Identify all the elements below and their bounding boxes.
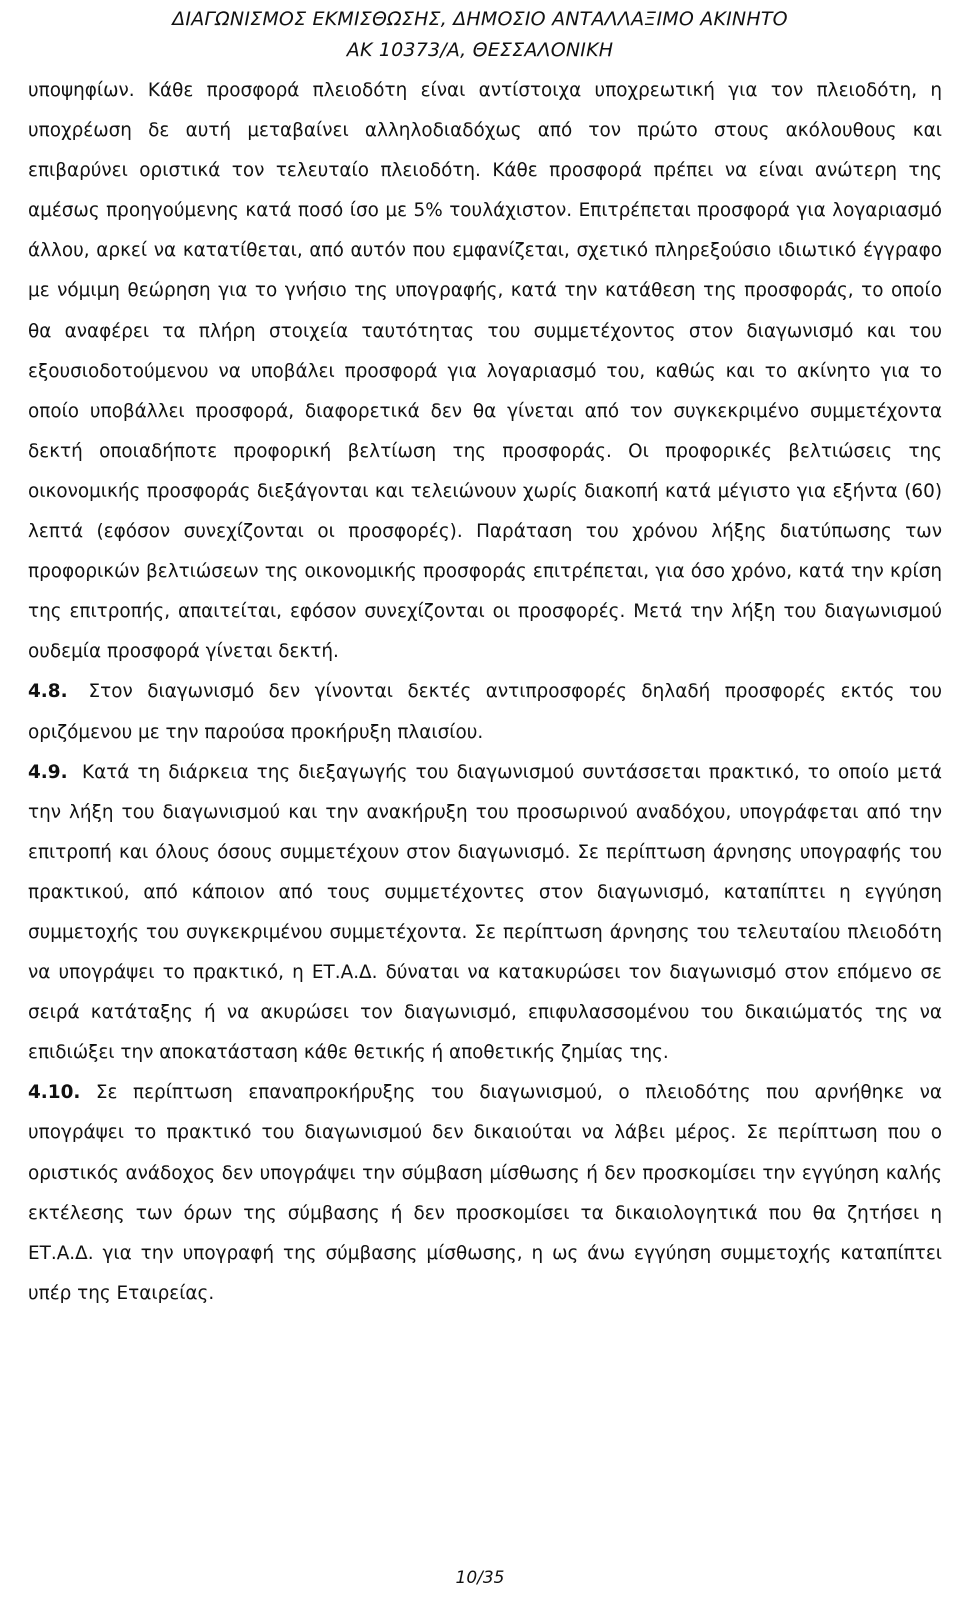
section-number: 4.9. [28, 761, 68, 783]
section-number: 4.8. [28, 681, 68, 703]
section-4-8 [28, 672, 942, 752]
section-number: 4.10. [28, 1082, 81, 1104]
document-body [28, 71, 942, 1314]
section-4-10 [28, 1073, 942, 1314]
section-4-9 [28, 753, 942, 1074]
paragraph-continuation: υποψηφίων. Κάθε προσφορά πλειοδότη είναι αντίστοιχα υποχρεωτική για τον πλειοδότη, η υποχρέωση δε αυτή μεταβαίνει αλληλοδιαδόχως από τον πρώτο στους ακόλουθους και επιβαρύνει οριστικά τον τελευταίο πλειοδότη. Κάθε προσφορά πρέπει να είναι ανώτερη της αμέσως προηγούμενης κατά ποσό ίσο με 5% τουλάχιστον. Επιτρέπεται προσφορά για λογαριασμό άλλου, αρκεί να κατατίθεται, από αυτόν που εμφανίζεται, σχετικό πληρεξούσιο ιδιωτικό έγγραφο με νόμιμη θεώρηση για το γνήσιο της υπογραφής, κατά την κατάθεση της προσφοράς, το οποίο θα αναφέρει τα πλήρη στοιχεία ταυτότητας του συμμετέχοντος στον διαγωνισμό και του εξουσιοδοτούμενου να υποβάλει προσφορά για λογαριασμό του, καθώς και το ακίνητο για το οποίο υποβάλλει προσφορά, διαφορετικά δεν θα γίνεται από τον συγκεκριμένο συμμετέχοντα δεκτή οποιαδήποτε προφορική βελτίωση της προσφοράς. Οι προφορικές βελτιώσεις της οικονομικής προσφοράς διεξάγονται και τελειώνουν χωρίς διακοπή κατά μέγιστο για εξήντα (60) λεπτά (εφόσον συνεχίζονται οι προσφορές). Παράταση του χρόνου λήξης διατύπωσης των προφορικών βελτιώσεων της οικονομικής προσφοράς επιτρέπεται, για όσο χρόνο, κατά την κρίση της επιτροπής, απαιτείται, εφόσον συνεχίζονται οι προσφορές. Μετά την λήξη του διαγωνισμού ουδεμία προσφορά γίνεται δεκτή. [28, 80, 942, 663]
header-subtitle: ΑΚ 10373/Α, ΘΕΣΣΑΛΟΝΙΚΗ [346, 39, 614, 61]
page-header [0, 4, 960, 66]
section-text: Σε περίπτωση επαναπροκήρυξης του διαγωνισμού, ο πλειοδότης που αρνήθηκε να υπογράψει το πρακτικό του διαγωνισμού δεν δικαιούται να λάβει μέρος. Σε περίπτωση που ο οριστικός ανάδοχος δεν υπογράψει την σύμβαση μίσθωσης ή δεν προσκομίσει την εγγύηση καλής εκτέλεσης των όρων της σύμβασης ή δεν προσκομίσει τα δικαιολογητικά που θα ζητήσει η ΕΤ.Α.Δ. για την υπογραφή της σύμβασης μίσθωσης, η ως άνω εγγύηση συμμετοχής καταπίπτει υπέρ της Εταιρείας. [28, 1082, 942, 1304]
section-text: Στον διαγωνισμό δεν γίνονται δεκτές αντιπροσφορές δηλαδή προσφορές εκτός του οριζόμενου με την παρούσα προκήρυξη πλαισίου. [28, 681, 942, 743]
page-number: 10/35 [455, 1568, 505, 1588]
section-text: Κατά τη διάρκεια της διεξαγωγής του διαγωνισμού συντάσσεται πρακτικό, το οποίο μετά την λήξη του διαγωνισμού και την ανακήρυξη του προσωρινού αναδόχου, υπογράφεται από την επιτροπή και όλους όσους συμμετέχουν στον διαγωνισμό. Σε περίπτωση άρνησης υπογραφής του πρακτικού, από κάποιον από τους συμμετέχοντες στον διαγωνισμό, καταπίπτει η εγγύηση συμμετοχής του συγκεκριμένου συμμετέχοντα. Σε περίπτωση άρνησης του τελευταίου πλειοδότη να υπογράψει το πρακτικό, η ΕΤ.Α.Δ. δύναται να κατακυρώσει τον διαγωνισμό στον επόμενο σε σειρά κατάταξης ή να ακυρώσει τον διαγωνισμό, επιφυλασσομένου του δικαιώματός της να επιδιώξει την αποκατάσταση κάθε θετικής ή αποθετικής ζημίας της. [28, 761, 942, 1064]
header-title: ΔΙΑΓΩΝΙΣΜΟΣ ΕΚΜΙΣΘΩΣΗΣ, ΔΗΜΟΣΙΟ ΑΝΤΑΛΛΑΞΙΜΟ ΑΚΙΝΗΤΟ [172, 8, 788, 30]
